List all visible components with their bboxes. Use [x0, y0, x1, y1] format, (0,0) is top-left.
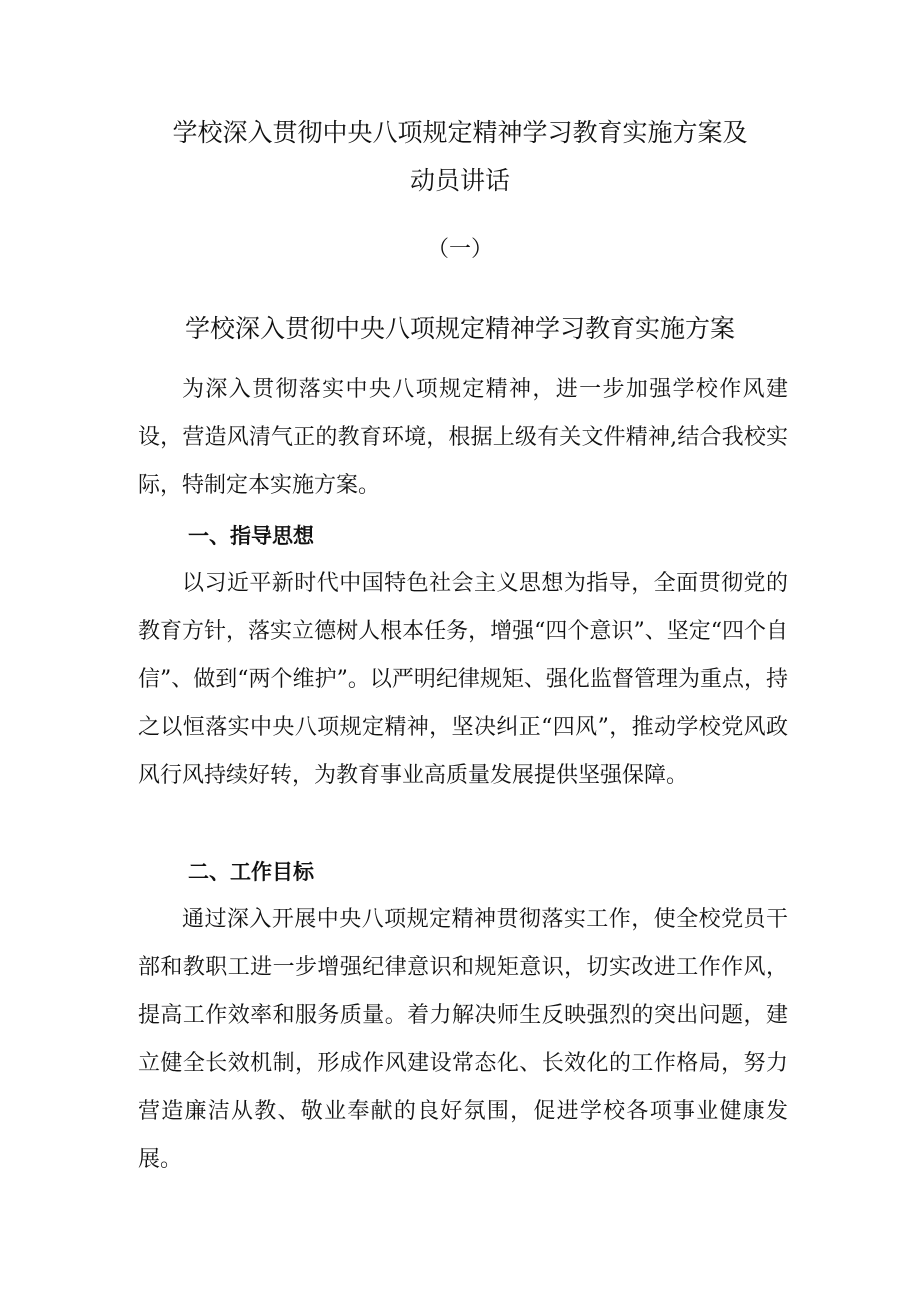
section-2-heading: 二、工作目标 [188, 860, 314, 884]
plan-title: 学校深入贯彻中央八项规定精神学习教育实施方案 [184, 314, 735, 343]
document-title-line-1: 学校深入贯彻中央八项规定精神学习教育实施方案及 [172, 118, 748, 147]
section-1-heading-block [138, 512, 788, 560]
section-2-paragraph: 通过深入开展中央八项规定精神贯彻落实工作，使全校党员干部和教职工进一步增强纪律意识和规矩意识，切实改进工作作风，提高工作效率和服务质量。着力解决师生反映强烈的突出问题，建立健全长效机制，形成作风建设常态化、长效化的工作格局，努力营造廉洁从教、敬业奉献的良好氛围，促进学校各项事业健康发展。 [138, 907, 788, 1172]
section-1-heading: 一、指导思想 [188, 524, 314, 548]
section-1-paragraph: 以习近平新时代中国特色社会主义思想为指导，全面贯彻党的教育方针，落实立德树人根本任务，增强“四个意识”、坚定“四个自信”、做到“两个维护”。以严明纪律规矩、强化监督管理为重点，持之以恒落实中央八项规定精神，坚决纠正“四风”，推动学校党风政风行风持续好转，为教育事业高质量发展提供坚强保障。 [138, 571, 788, 788]
document-title-line-2: 动员讲话 [409, 166, 510, 195]
intro-block [138, 366, 788, 510]
intro-paragraph: 为深入贯彻落实中央八项规定精神，进一步加强学校作风建设，营造风清气正的教育环境，根据上级有关文件精神,结合我校实际，特制定本实施方案。 [138, 377, 788, 498]
section-2-body-block [138, 896, 788, 1184]
part-number: （一） [426, 237, 493, 262]
section-1-body-block [138, 560, 788, 800]
section-2-heading-block [138, 848, 788, 896]
